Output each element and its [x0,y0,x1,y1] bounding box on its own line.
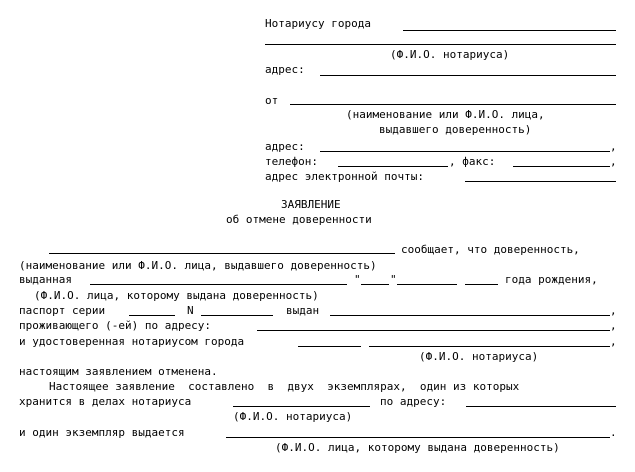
issuer-line [49,253,395,254]
copies-line1: Настоящее заявление составлено в двух экземплярах, один из которых [49,380,520,393]
stored-label: хранится в делах нотариуса [19,395,192,408]
passport-series-label: паспорт серии [19,304,106,317]
phone-label: телефон: [265,155,318,168]
notary-fio-line [265,44,616,45]
from-address-label: адрес: [265,140,305,153]
fax-label: , факс: [449,155,496,168]
attorney-caption-2: (Ф.И.О. лица, которому выдана доверенность) [275,441,560,454]
notary-fio-caption: (Ф.И.О. нотариуса) [390,48,510,61]
issuer-caption: (наименование или Ф.И.О. лица, выдавшего доверенность) [19,259,377,272]
reports-text: сообщает, что доверенность, [401,243,580,256]
quote-close: " [390,273,397,286]
certified-label: и удостоверенная нотариусом города [19,335,245,348]
fax-line [513,166,610,167]
email-label: адрес электронной почты: [265,170,424,183]
from-caption-line1: (наименование или Ф.И.О. лица, [346,108,545,121]
stored-notary-line [233,406,370,407]
from-line [290,104,616,105]
certified-comma: , [610,335,617,348]
from-address-line [320,151,610,152]
document-title: ЗАЯВЛЕНИЕ [281,198,341,211]
passport-issued-by-line [330,315,610,316]
residence-line [257,330,610,331]
passport-series-line [129,315,175,316]
email-line [465,181,616,182]
certified-notary-line [369,346,610,347]
residing-label: проживающего (-ей) по адресу: [19,319,212,332]
to-notary-city-label: Нотариусу города [265,17,371,30]
one-copy-period: . [610,426,617,439]
passport-number-line [201,315,273,316]
attorney-caption: (Ф.И.О. лица, которому выдана доверенность) [34,289,319,302]
stored-address-line [466,406,616,407]
quote-open: " [354,273,361,286]
cancelled-text: настоящим заявлением отменена. [19,365,218,378]
notary-caption-2: (Ф.И.О. нотариуса) [419,350,539,363]
notary-city-line [403,30,616,31]
passport-issued-label: выдан [286,304,320,317]
birth-year-text: года рождения, [505,273,598,286]
attorney-name-line [90,284,347,285]
birth-month-line [397,284,457,285]
from-label: от [265,94,279,107]
phone-line [338,166,448,167]
at-address-label: по адресу: [380,395,447,408]
fax-comma: , [610,155,617,168]
notary-address-label: адрес: [265,63,305,76]
notary-caption-3: (Ф.И.О. нотариуса) [233,410,353,423]
passport-comma: , [610,304,617,317]
passport-number-sign: N [187,304,194,317]
notary-address-line [320,75,616,76]
certified-city-line [298,346,361,347]
from-caption-line2: выдавшего доверенность) [379,123,532,136]
one-copy-label: и один экземпляр выдается [19,426,185,439]
issued-label: выданная [19,273,72,286]
birth-day-line [361,284,389,285]
residence-comma: , [610,319,617,332]
one-copy-recipient-line [226,437,610,438]
from-address-comma: , [610,140,617,153]
document-subtitle: об отмене доверенности [226,213,372,226]
birth-year-line [465,284,498,285]
